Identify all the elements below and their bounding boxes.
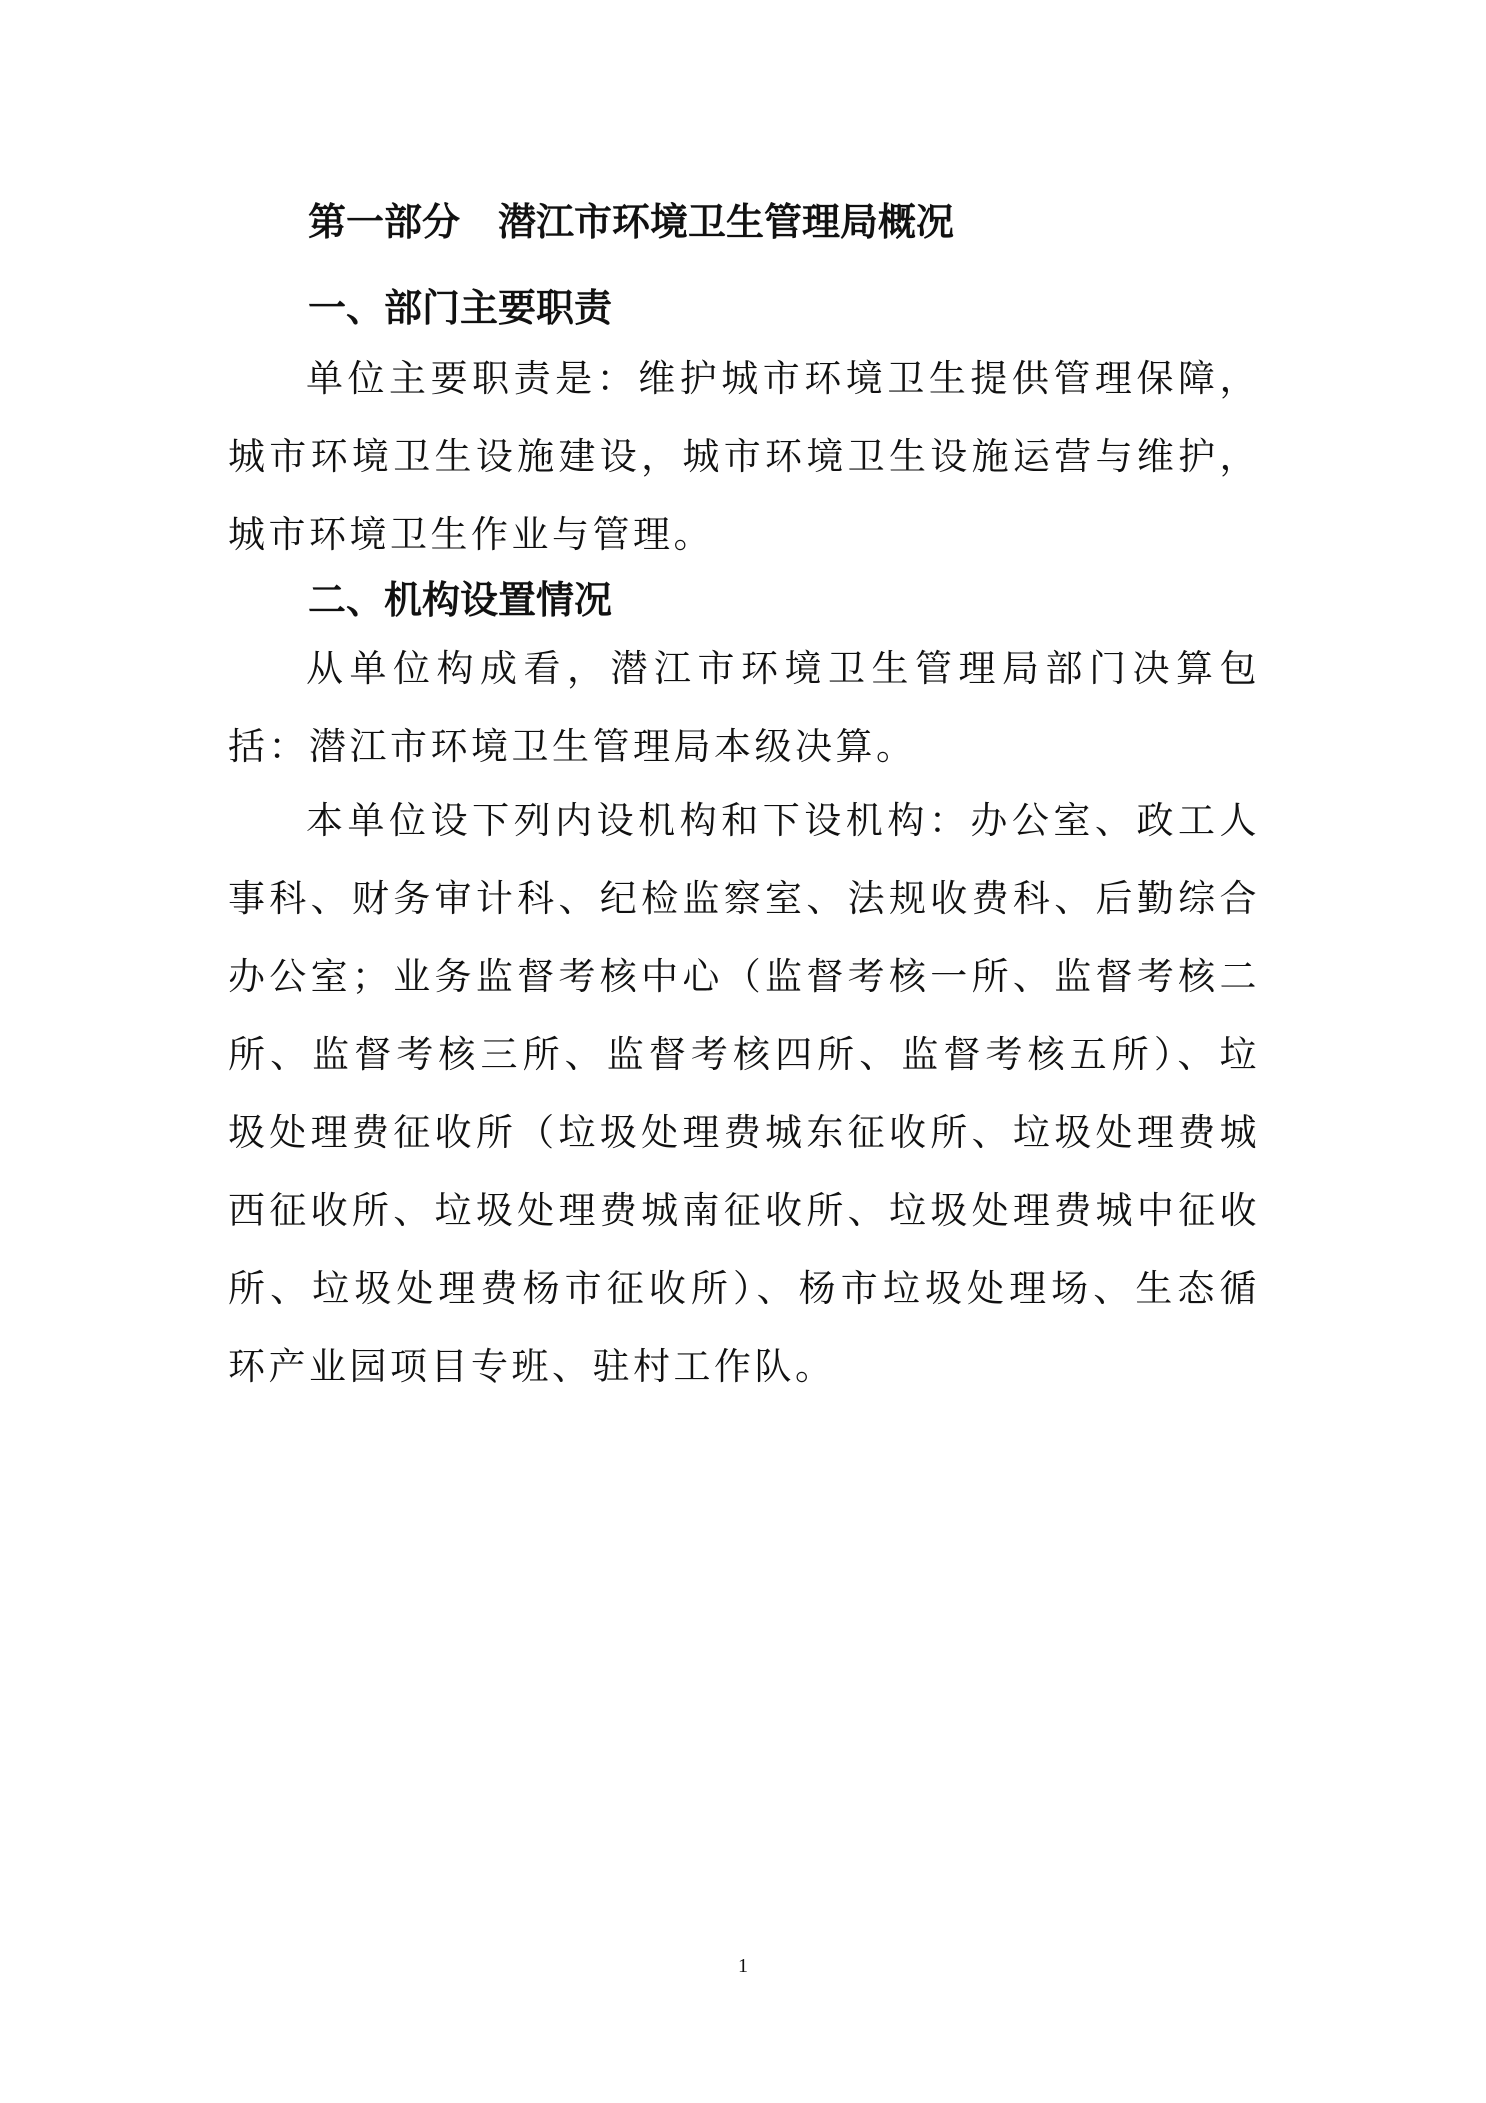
page-number: 1 — [738, 1955, 748, 1977]
section-paragraph-composition: 从单位构成看，潜江市环境卫生管理局部门决算包括：潜江市环境卫生管理局本级决算。 — [228, 647, 1260, 768]
document-title: 第一部分 潜江市环境卫生管理局概况 — [308, 200, 955, 244]
section-heading-duties: 一、部门主要职责 — [308, 286, 613, 330]
section-heading-organization: 二、机构设置情况 — [308, 578, 613, 622]
section-paragraph-institutions: 本单位设下列内设机构和下设机构：办公室、政工人事科、财务审计科、纪检监察室、法规收费科、后勤综合办公室；业务监督考核中心（监督考核一所、监督考核二所、监督考核三所、监督考核四所、监督考核五所）、垃圾处理费征收所（垃圾处理费城东征收所、垃圾处理费城西征收所、垃圾处理费城南征收所、垃圾处理费城中征收所、垃圾处理费杨市征收所）、杨市垃圾处理场、生态循环产业园项目专班、驻村工作队。 — [228, 799, 1260, 1388]
section-paragraph-duties: 单位主要职责是：维护城市环境卫生提供管理保障，城市环境卫生设施建设，城市环境卫生设施运营与维护，城市环境卫生作业与管理。 — [228, 357, 1260, 556]
